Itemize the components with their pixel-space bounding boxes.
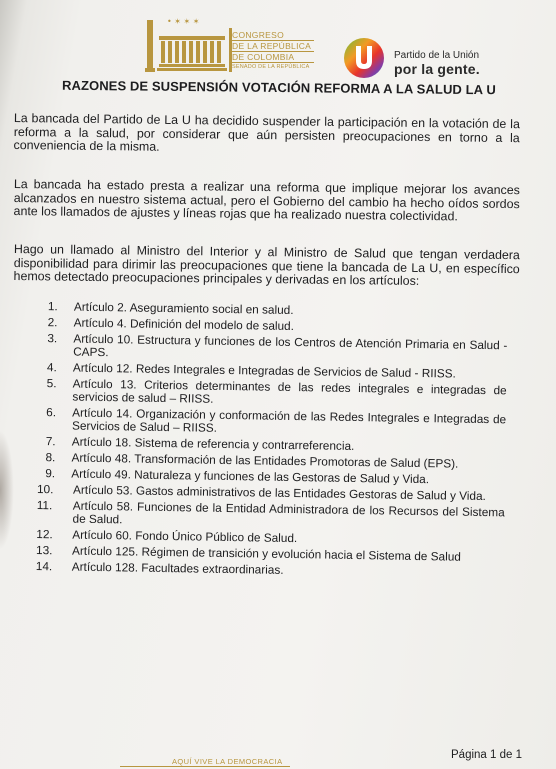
page-number: Página 1 de 1 [451,749,522,761]
footer-slogan: AQUÍ VIVE LA DEMOCRACIA [172,757,283,766]
party-line-2: por la gente. [394,61,480,77]
congreso-line-2: DE LA REPÚBLICA [232,41,314,52]
list-item-text: Artículo 13. Criterios determinantes de las redes integrales e integradas de servicios de salud – RIISS. [72,376,507,406]
svg-text:• ✶ ✶ ✶: • ✶ ✶ ✶ [167,17,200,26]
list-item-text: Artículo 4. Definición del modelo de salud. [73,315,295,334]
list-item-text: Artículo 10. Estructura y funciones de los Centros de Atención Primaria en Salud - CAPS. [73,331,508,360]
list-item-number: 2. [47,315,58,330]
list-item-number: 10. [36,482,54,497]
list-item-number: 8. [45,450,56,465]
list-item-number: 11. [36,498,53,513]
footer-divider [120,766,290,767]
list-item-number: 1. [47,299,58,314]
list-item-text: Artículo 49. Naturaleza y funciones de las Gestoras de Salud y Vida. [71,466,430,487]
list-item-text: Artículo 60. Fondo Único Público de Salud. [72,527,298,546]
paragraph-1: La bancada del Partido de La U ha decidido suspender la participación en la votación de la reforma a la salud, por considerar que aún persisten preocupaciones en torno a la conveniencia de la misma. [13,111,520,154]
list-item-text: Artículo 14. Organización y conformación de las Redes Integrales e Integradas de Servicios de Salud – RIISS. [71,405,507,435]
congreso-line-4: SENADO DE LA REPÚBLICA [232,64,310,70]
partido-u-logo [343,36,385,80]
paragraph-3: Hago un llamado al Ministro del Interior y al Ministro de Salud que tengan verdadera disponibilidad para dirimir las preocupaciones que tiene la bancada de La U, en específico hemos detectado preocupaciones principales y derivadas en los artículos: [13,242,520,288]
articles-list [34,300,508,583]
list-item-text: Artículo 128. Facultades extraordinarias. [71,559,284,577]
finger-shadow [0,430,14,550]
list-item-text: Artículo 125. Régimen de transición y evolución hacia el Sistema de Salud [71,543,462,564]
congreso-line-1: CONGRESO [232,30,314,41]
list-item-number: 13. [35,543,53,558]
list-item-number: 6. [46,405,57,420]
list-item-number: 4. [46,360,57,375]
list-item-text: Artículo 48. Transformación de las Entidades Promotoras de Salud (EPS). [71,450,459,471]
list-item-text: Artículo 58. Funciones de la Entidad Administradora de los Recursos del Sistema de Salud. [72,498,505,527]
congreso-logo-text [232,30,314,71]
party-line-1: Partido de la Unión [394,50,480,61]
list-item-number: 3. [47,331,58,346]
list-item-number: 9. [45,466,56,481]
party-name [394,50,480,76]
paragraph-2: La bancada ha estado presta a realizar una reforma que implique mejorar los avances alcanzados en nuestro sistema actual, pero el Gobierno del cambio ha hecho oídos sordos ante los llamados de ajustes y líneas rojas que ha realizado nuestra colectividad. [13,177,520,224]
list-item-text: Artículo 53. Gastos administrativos de las Entidades Gestoras de Salud y Vida. [72,482,486,504]
list-item-number: 5. [46,376,57,391]
congreso-line-3: DE COLOMBIA [232,52,314,63]
list-item-number: 12. [36,527,53,542]
list-item-number: 7. [45,434,56,449]
list-item-number: 14. [35,558,53,574]
list-item-text: Artículo 18. Sistema de referencia y contrarreferencia. [71,434,355,453]
list-item-text: Artículo 12. Redes Integrales e Integradas de Servicios de Salud - RIISS. [72,360,456,381]
document-title: RAZONES DE SUSPENSIÓN VOTACIÓN REFORMA A LA SALUD LA U [61,77,497,98]
list-item-text: Artículo 2. Aseguramiento social en salud. [73,299,294,318]
